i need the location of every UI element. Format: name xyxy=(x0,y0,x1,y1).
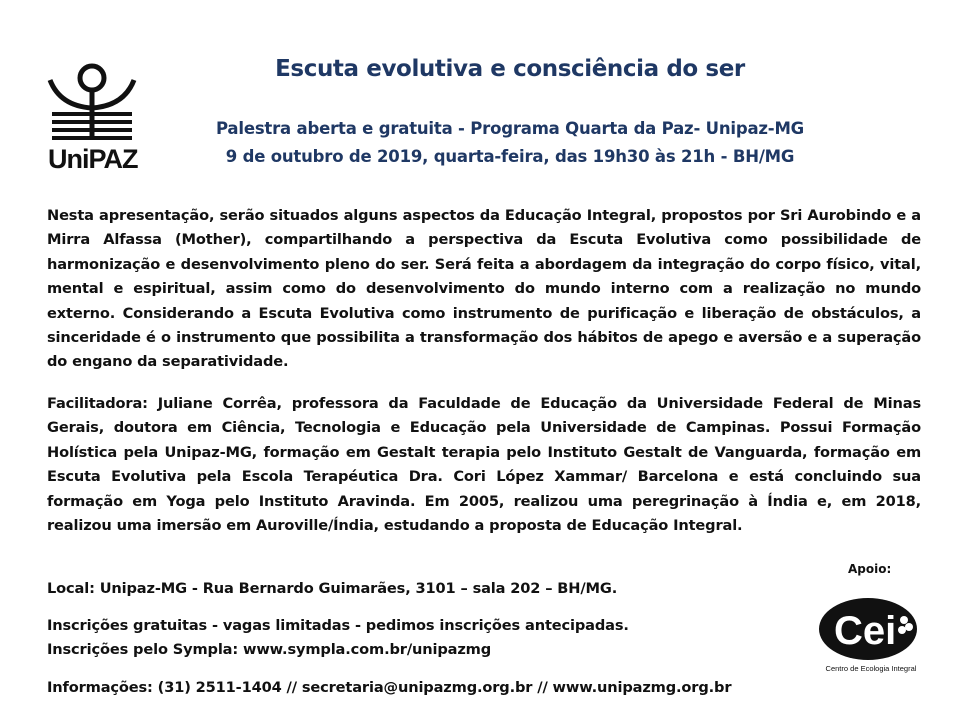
contact-info: Informações: (31) 2511-1404 // secretaria@unipazmg.org.br // www.unipazmg.org.br xyxy=(47,679,732,696)
cei-logo-icon xyxy=(818,596,922,662)
subtitle-date: 9 de outubro de 2019, quarta-feira, das 19h30 às 21h - BH/MG xyxy=(225,147,795,166)
page-title: Escuta evolutiva e consciência do ser xyxy=(275,56,745,82)
facilitator-paragraph: Facilitadora: Juliane Corrêa, professora da Faculdade de Educação da Universidade Federal de Minas Gerais, doutora em Ciência, Tecnologia e Educação pela Universidade de Campinas. Possui Formação Holística pela Unipaz-MG, formação em Gestalt terapia pelo Instituto Gestalt de Vanguarda, formação em Escuta Evolutiva pela Escola Terapéutica Dra. Cori López Xammar/ Barcelona e está concluindo sua formação em Yoga pelo Instituto Aravinda. Em 2005, realizou uma peregrinação à Índia e, em 2018, realizou uma imersão em Auroville/Índia, estudando a proposta de Educação Integral. xyxy=(47,395,921,535)
subtitle-program: Palestra aberta e gratuita - Programa Quarta da Paz- Unipaz-MG xyxy=(215,119,805,138)
registration-note: Inscrições gratuitas - vagas limitadas - pedimos inscrições antecipadas. xyxy=(47,617,629,634)
description-paragraph: Nesta apresentação, serão situados alguns aspectos da Educação Integral, propostos por Sri Aurobindo e a Mirra Alfassa (Mother), compartilhando a perspectiva da Escuta Evolutiva como possibilidade de harmonização e desenvolvimento pleno do ser. Será feita a abordagem da integração do corpo físico, vital, mental e espiritual, assim como do desenvolvimento do mundo interno com a realização no mundo externo. Considerando a Escuta Evolutiva como instrumento de purificação e liberação de obstáculos, a sinceridade é o instrumento que possibilita a transformação dos hábitos de apego e aversão e a superação do engano da separatividade. xyxy=(47,207,921,371)
location-line: Local: Unipaz-MG - Rua Bernardo Guimarães, 3101 – sala 202 – BH/MG. xyxy=(47,580,618,597)
support-label: Apoio: xyxy=(848,562,892,576)
cei-caption: Centro de Ecologia Integral xyxy=(825,664,917,673)
registration-link: Inscrições pelo Sympla: www.sympla.com.br/unipazmg xyxy=(47,641,492,658)
unipaz-logo-text: UniPAZ xyxy=(48,144,138,174)
cei-logo-text: Cei xyxy=(834,609,897,653)
